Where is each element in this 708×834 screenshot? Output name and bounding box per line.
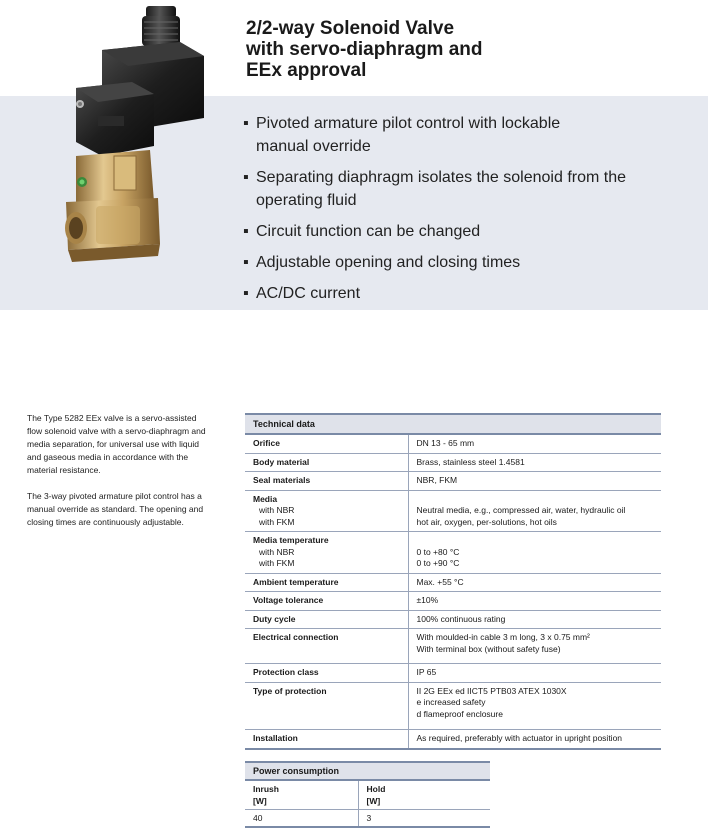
feature-line: Circuit function can be changed (256, 223, 481, 240)
row-value-line: With terminal box (without safety fuse) (416, 643, 561, 654)
row-label-text: Media (253, 493, 278, 504)
row-label: Protection class (245, 664, 408, 683)
row-value-line: With moulded-in cable 3 m long, 3 x 0.75 mm² (416, 632, 590, 642)
row-label: Electrical connection (245, 629, 408, 664)
bullet-icon: ▪ (243, 169, 249, 186)
feature-item (243, 282, 693, 305)
row-value: As required, preferably with actuator in upright position (408, 730, 661, 749)
column-header (245, 780, 358, 810)
row-sublabel: with FKM (259, 516, 295, 527)
feature-item (243, 166, 693, 212)
description-paragraph (27, 412, 232, 477)
description-line: media separation, for universal use with liquid (27, 439, 199, 449)
feature-item (243, 220, 693, 243)
row-value: Brass, stainless steel 1.4581 (408, 453, 661, 472)
row-value (408, 682, 661, 730)
row-value-line: Neutral media, e.g., compressed air, water, hydraulic oil (416, 505, 626, 515)
row-label: Voltage tolerance (245, 592, 408, 611)
bullet-icon: ▪ (243, 223, 249, 240)
table-row (245, 472, 661, 491)
cell-value: 3 (358, 810, 490, 828)
description-line: material resistance. (27, 465, 101, 475)
row-value: NBR, FKM (408, 472, 661, 491)
bullet-icon: ▪ (243, 115, 249, 132)
row-value (408, 629, 661, 664)
table-row (245, 780, 490, 810)
table-row (245, 629, 661, 664)
row-sublabel: with NBR (259, 546, 295, 557)
row-value-line: e increased safety (416, 697, 486, 707)
title-line: 2/2-way Solenoid Valve (246, 18, 455, 39)
feature-line: manual override (256, 138, 371, 155)
table-row (245, 532, 661, 574)
row-value-line: 0 to +90 °C (416, 558, 460, 568)
column-name: Inrush (253, 784, 279, 794)
row-label: Installation (245, 730, 408, 749)
row-label: Orifice (245, 434, 408, 453)
column-header (358, 780, 490, 810)
column-name: Hold (366, 784, 386, 794)
table-row (245, 592, 661, 611)
row-label: Duty cycle (245, 610, 408, 629)
table-row (245, 434, 661, 453)
feature-item (243, 112, 693, 158)
row-value-line: d flameproof enclosure (416, 708, 503, 719)
description-line: and gaseous media in accordance with the (27, 452, 189, 462)
row-label: Body material (245, 453, 408, 472)
table-row (245, 610, 661, 629)
feature-item (243, 251, 693, 274)
description-line: The Type 5282 EEx valve is a servo-assisted (27, 413, 197, 423)
description-line: flow solenoid valve with a servo-diaphragm and (27, 426, 206, 436)
description-line: The 3-way pivoted armature pilot control has a (27, 491, 202, 501)
row-label: Ambient temperature (245, 573, 408, 592)
row-value-line: hot air, oxygen, per-solutions, hot oils (416, 516, 557, 527)
row-label: Type of protection (245, 682, 408, 730)
table-row (245, 682, 661, 730)
table-row (245, 573, 661, 592)
solenoid-valve-image (62, 6, 212, 264)
feature-list (243, 112, 693, 313)
row-value: 100% continuous rating (408, 610, 661, 629)
row-value (408, 490, 661, 532)
bullet-icon: ▪ (243, 254, 249, 271)
row-label-text: Media temperature (253, 535, 329, 545)
table-row (245, 730, 661, 749)
description-line: manual override as standard. The opening and (27, 504, 204, 514)
column-unit: [W] (253, 796, 267, 806)
feature-line: Separating diaphragm isolates the solenoid from the (256, 169, 626, 186)
table-row (245, 490, 661, 532)
product-description (27, 412, 232, 542)
row-sublabel: with NBR (259, 505, 295, 515)
feature-line: Adjustable opening and closing times (256, 254, 521, 271)
technical-data-header: Technical data (245, 414, 661, 434)
row-label: Seal materials (245, 472, 408, 491)
feature-line: AC/DC current (256, 285, 361, 302)
row-label (245, 490, 408, 532)
feature-line: operating fluid (256, 192, 357, 209)
table-row (245, 810, 490, 828)
row-value-line: 0 to +80 °C (416, 546, 460, 557)
title-line: EEx approval (246, 60, 367, 81)
table-row (245, 453, 661, 472)
column-unit: [W] (366, 796, 381, 806)
row-value-line: II 2G EEx ed IICT5 PTB03 ATEX 1030X (416, 685, 567, 696)
row-value: IP 65 (408, 664, 661, 683)
row-value: Max. +55 °C (408, 573, 661, 592)
row-value: ±10% (408, 592, 661, 611)
row-label (245, 532, 408, 574)
row-sublabel: with FKM (259, 558, 295, 568)
cell-value: 40 (245, 810, 358, 828)
technical-data-table (245, 413, 661, 750)
row-value: DN 13 - 65 mm (408, 434, 661, 453)
row-value (408, 532, 661, 574)
feature-line: Pivoted armature pilot control with lockable (256, 115, 561, 132)
power-consumption-table (245, 761, 490, 828)
description-line: closing times are continuously adjustable. (27, 517, 184, 527)
page-title (246, 18, 686, 81)
title-line: with servo-diaphragm and (246, 39, 483, 60)
table-row (245, 664, 661, 683)
power-consumption-header: Power consumption (245, 762, 490, 780)
description-paragraph (27, 490, 232, 529)
bullet-icon: ▪ (243, 285, 249, 302)
